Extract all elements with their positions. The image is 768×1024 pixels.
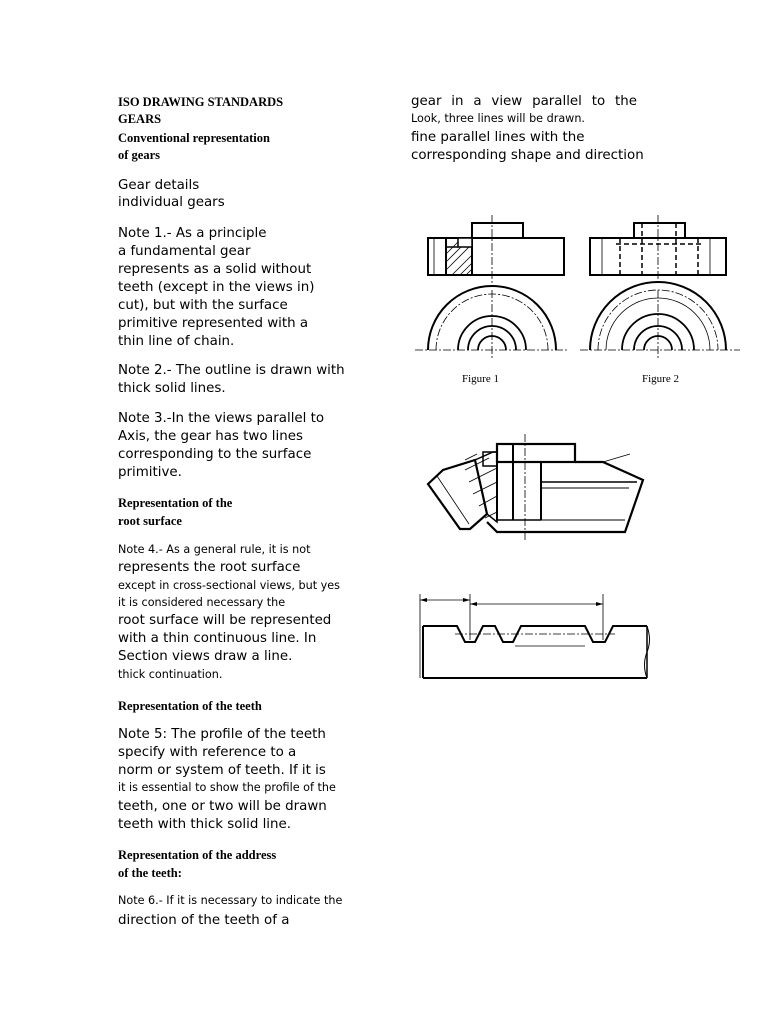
note5-line: Note 5: The profile of the teeth [118, 727, 326, 742]
section-heading: Conventional representation [118, 131, 270, 145]
note1-line: a fundamental gear [118, 244, 251, 259]
section-heading-line2: of gears [118, 148, 160, 162]
note6-line: Note 6.- If it is necessary to indicate the [118, 894, 343, 907]
note3-line: primitive. [118, 465, 182, 480]
right-line: Look, three lines will be drawn. [411, 112, 585, 125]
address-heading-line2: of the teeth: [118, 866, 182, 880]
figure1-drawing [410, 210, 570, 360]
rack-teeth-drawing [415, 590, 655, 685]
note4-line: thick continuation. [118, 668, 223, 681]
note5-line: it is essential to show the profile of the [118, 781, 336, 794]
note4-line: Section views draw a line. [118, 649, 293, 664]
note1-line: primitive represented with a [118, 316, 309, 331]
note1-line: represents as a solid without [118, 262, 312, 277]
note1-line: cut), but with the surface [118, 298, 288, 313]
note4-line: root surface will be represented [118, 613, 332, 628]
right-line: gear in a view parallel to the [411, 94, 637, 109]
note4-line: with a thin continuous line. In [118, 631, 317, 646]
right-line: fine parallel lines with the [411, 130, 585, 145]
root-surface-heading: Representation of the [118, 496, 233, 510]
figure2-drawing [578, 210, 743, 360]
note2-line: Note 2.- The outline is drawn with [118, 363, 345, 378]
note1-line: teeth (except in the views in) [118, 280, 315, 295]
note3-line: corresponding to the surface [118, 447, 312, 462]
note6-line: direction of the teeth of a [118, 913, 290, 928]
teeth-heading: Representation of the teeth [118, 699, 262, 713]
note5-line: teeth, one or two will be drawn [118, 799, 327, 814]
root-surface-heading-line2: root surface [118, 514, 182, 528]
document-title-gears: GEARS [118, 112, 162, 126]
note3-line: Note 3.-In the views parallel to [118, 411, 325, 426]
note2-paragraph [118, 362, 345, 398]
bevel-gear-drawing [425, 432, 650, 542]
note3-paragraph [118, 410, 324, 482]
note4-line: except in cross-sectional views, but yes [118, 579, 340, 592]
address-heading: Representation of the address [118, 848, 277, 862]
note3-line: Axis, the gear has two lines [118, 429, 303, 444]
note4-line: it is considered necessary the [118, 596, 286, 609]
note5-line: norm or system of teeth. If it is [118, 763, 326, 778]
document-title: ISO DRAWING STANDARDS [118, 95, 284, 109]
note5-line: specify with reference to a [118, 745, 297, 760]
note4-line: represents the root surface [118, 560, 301, 575]
gear-details-line1: Gear details [118, 178, 200, 193]
note5-line: teeth with thick solid line. [118, 817, 292, 832]
figure2-caption: Figure 2 [642, 373, 679, 385]
note1-line: thin line of chain. [118, 334, 235, 349]
note4-line: Note 4.- As a general rule, it is not [118, 543, 311, 556]
right-line: corresponding shape and direction [411, 148, 644, 163]
note1-paragraph [118, 225, 314, 351]
note1-line: Note 1.- As a principle [118, 226, 267, 241]
figure1-caption: Figure 1 [462, 373, 499, 385]
gear-details-line2: individual gears [118, 195, 225, 210]
note2-line: thick solid lines. [118, 381, 226, 396]
